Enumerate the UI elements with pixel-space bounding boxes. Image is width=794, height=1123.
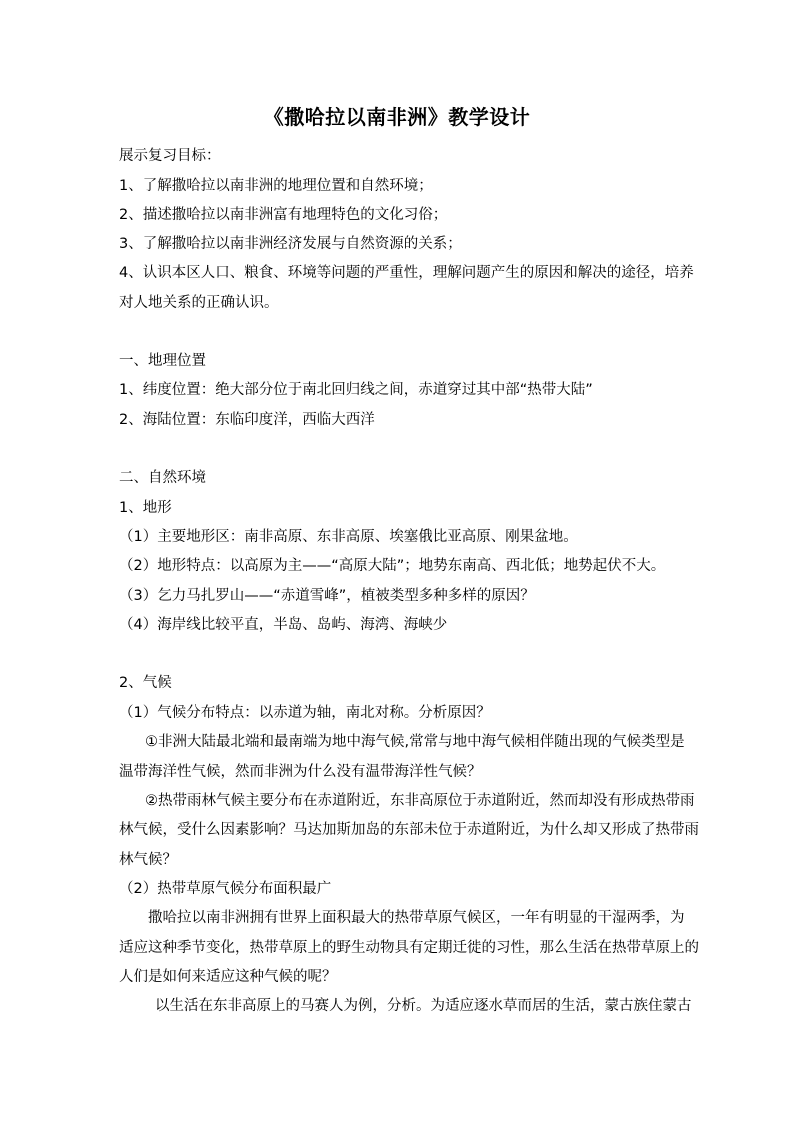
land-sea-location: 2、海陆位置：东临印度洋，西临大西洋 bbox=[119, 412, 375, 428]
climate-heading: 2、气候 bbox=[119, 675, 172, 691]
savanna-paragraph: 撒哈拉以南非洲拥有世界上面积最大的热带草原气候区，一年有明显的干湿两季，为 bbox=[148, 910, 685, 926]
objective-4: 4、认识本区人口、粮食、环境等问题的严重性，理解问题产生的原因和解决的途径，培养 bbox=[119, 265, 694, 281]
terrain-item-4: （4）海岸线比较平直，半岛、岛屿、海湾、海峡少 bbox=[119, 617, 448, 633]
section-heading-environment: 二、自然环境 bbox=[119, 470, 206, 486]
climate-question-2-cont: 林气候，受什么因素影响？马达加斯加岛的东部未位于赤道附近，为什么却又形成了热带雨 bbox=[119, 822, 699, 838]
objective-1: 1、了解撒哈拉以南非洲的地理位置和自然环境； bbox=[119, 178, 433, 194]
climate-question-1: ①非洲大陆最北端和最南端为地中海气候,常常与地中海气候相伴随出现的气候类型是 bbox=[145, 734, 685, 750]
document-title: 《撒哈拉以南非洲》教学设计 bbox=[263, 105, 531, 129]
climate-question-2-end: 林气候？ bbox=[119, 852, 177, 868]
maasai-paragraph: 以生活在东非高原上的马赛人为例，分析。为适应逐水草而居的生活，蒙古族住蒙古 bbox=[155, 998, 692, 1014]
terrain-item-1: （1）主要地形区：南非高原、东非高原、埃塞俄比亚高原、刚果盆地。 bbox=[119, 529, 578, 545]
section-heading-location: 一、地理位置 bbox=[119, 353, 206, 369]
objective-4-cont: 对人地关系的正确认识。 bbox=[119, 295, 279, 311]
climate-item-1: （1）气候分布特点：以赤道为轴，南北对称。分析原因？ bbox=[119, 705, 491, 721]
objective-3: 3、了解撒哈拉以南非洲经济发展与自然资源的关系； bbox=[119, 236, 462, 252]
latitude-location: 1、纬度位置：绝大部分位于南北回归线之间，赤道穿过其中部“热带大陆” bbox=[119, 382, 593, 398]
climate-item-2: （2）热带草原气候分布面积最广 bbox=[119, 881, 332, 897]
terrain-item-3: （3）乞力马扎罗山——“赤道雪峰”，植被类型多种多样的原因？ bbox=[119, 588, 535, 604]
objectives-heading: 展示复习目标： bbox=[119, 148, 221, 164]
climate-question-2: ②热带雨林气候主要分布在赤道附近，东非高原位于赤道附近，然而却没有形成热带雨 bbox=[145, 793, 695, 809]
savanna-paragraph-cont: 适应这种季节变化，热带草原上的野生动物具有定期迁徙的习性，那么生活在热带草原上的 bbox=[119, 940, 699, 956]
savanna-paragraph-end: 人们是如何来适应这种气候的呢？ bbox=[119, 969, 337, 985]
terrain-heading: 1、地形 bbox=[119, 500, 172, 516]
objective-2: 2、描述撒哈拉以南非洲富有地理特色的文化习俗； bbox=[119, 207, 448, 223]
climate-question-1-cont: 温带海洋性气候，然而非洲为什么没有温带海洋性气候？ bbox=[119, 764, 482, 780]
terrain-item-2: （2）地形特点：以高原为主——“高原大陆”；地势东南高、西北低；地势起伏不大。 bbox=[119, 558, 666, 574]
